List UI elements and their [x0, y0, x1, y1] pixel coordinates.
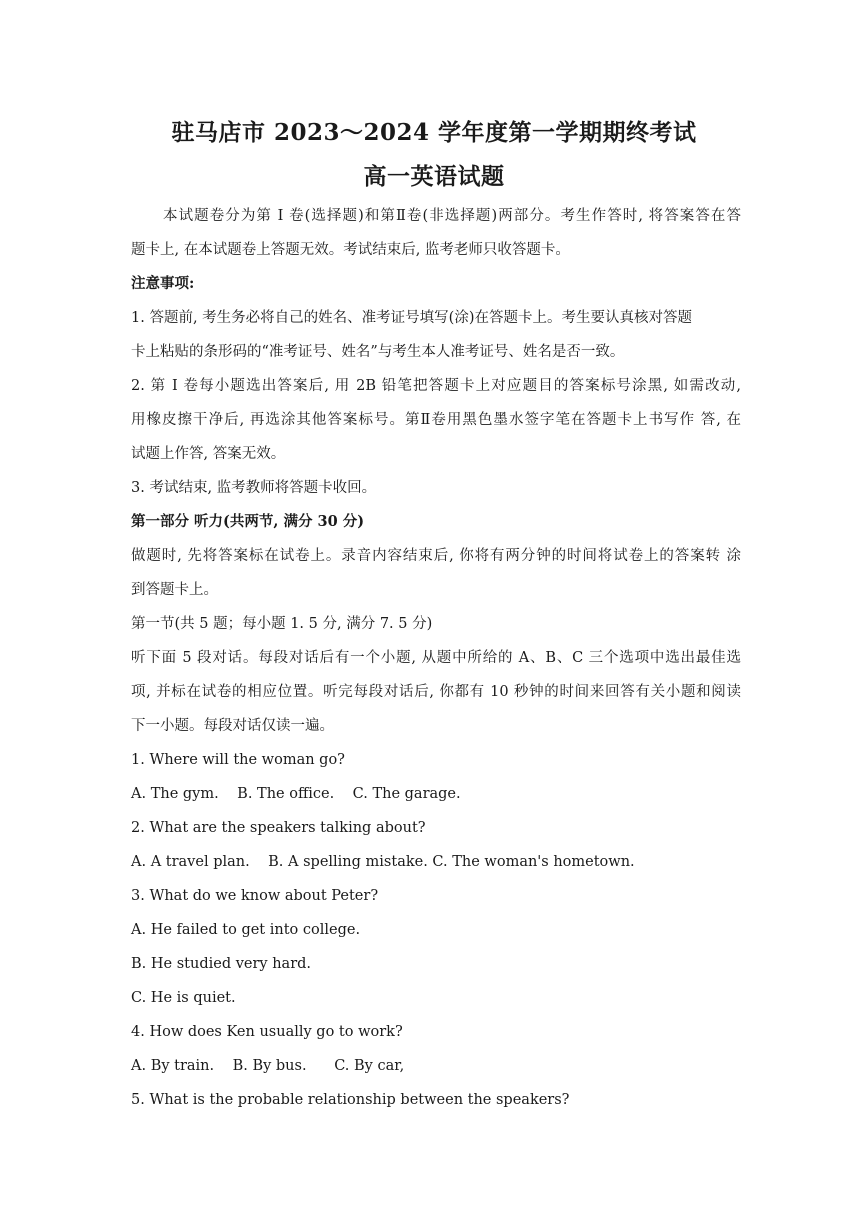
- exam-subtitle: 高一英语试题: [363, 163, 505, 190]
- section1-heading: 第一节(共 5 题；每小题 1. 5 分, 满分 7. 5 分): [131, 616, 433, 632]
- notice-item-1-line-1: 1. 答题前, 考生务必将自己的姓名、准考证号填写(涂)在答题卡上。考生要认真核对答题: [131, 310, 692, 326]
- notice-heading: 注意事项:: [131, 275, 195, 292]
- intro-line-1: 本试题卷分为第 I 卷(选择题)和第Ⅱ卷(非选择题)两部分。考生作答时, 将答案答在答: [163, 208, 741, 224]
- section1-instruction-line-1: 听下面 5 段对话。每段对话后有一个小题, 从题中所给的 A、B、C 三个选项中选出最佳选: [131, 650, 741, 666]
- section1-instruction-line-2: 项, 并标在试卷的相应位置。听完每段对话后, 你都有 10 秒钟的时间来回答有关小题和阅读: [131, 684, 741, 700]
- question-3-option-a: A. He failed to get into college.: [131, 922, 361, 938]
- intro-line-2: 题卡上, 在本试题卷上答题无效。考试结束后, 监考老师只收答题卡。: [131, 242, 570, 258]
- question-3-option-b: B. He studied very hard.: [131, 956, 312, 972]
- question-2-options: A. A travel plan. B. A spelling mistake. C. The woman's hometown.: [131, 854, 635, 870]
- part1-instruction-line-2: 到答题卡上。: [131, 582, 218, 598]
- part1-instruction-line-1: 做题时, 先将答案标在试卷上。录音内容结束后, 你将有两分钟的时间将试卷上的答案转 涂: [131, 548, 741, 564]
- question-1-options: A. The gym. B. The office. C. The garage.: [131, 786, 461, 802]
- part1-heading: 第一部分 听力(共两节, 满分 30 分): [131, 513, 365, 530]
- exam-title: 驻马店市 2023～2024 学年度第一学期期终考试: [171, 119, 697, 146]
- section1-instruction-line-3: 下一小题。每段对话仅读一遍。: [131, 718, 334, 734]
- notice-item-2-line-3: 试题上作答, 答案无效。: [131, 446, 286, 462]
- question-5: 5. What is the probable relationship between the speakers?: [131, 1092, 570, 1108]
- question-3-option-c: C. He is quiet.: [131, 990, 236, 1006]
- question-4: 4. How does Ken usually go to work?: [131, 1024, 403, 1040]
- notice-item-2-line-1: 2. 第 I 卷每小题选出答案后, 用 2B 铅笔把答题卡上对应题目的答案标号涂黑, 如需改动,: [131, 378, 741, 394]
- question-2: 2. What are the speakers talking about?: [131, 820, 426, 836]
- question-4-options: A. By train. B. By bus. C. By car,: [131, 1058, 405, 1074]
- question-3: 3. What do we know about Peter?: [131, 888, 379, 904]
- question-1: 1. Where will the woman go?: [131, 752, 345, 768]
- notice-item-3: 3. 考试结束, 监考教师将答题卡收回。: [131, 480, 377, 496]
- notice-item-2-line-2: 用橡皮擦干净后, 再选涂其他答案标号。第Ⅱ卷用黑色墨水签字笔在答题卡上书写作 答, 在: [131, 412, 741, 428]
- notice-item-1-line-2: 卡上粘贴的条形码的“准考证号、姓名”与考生本人准考证号、姓名是否一致。: [131, 344, 625, 360]
